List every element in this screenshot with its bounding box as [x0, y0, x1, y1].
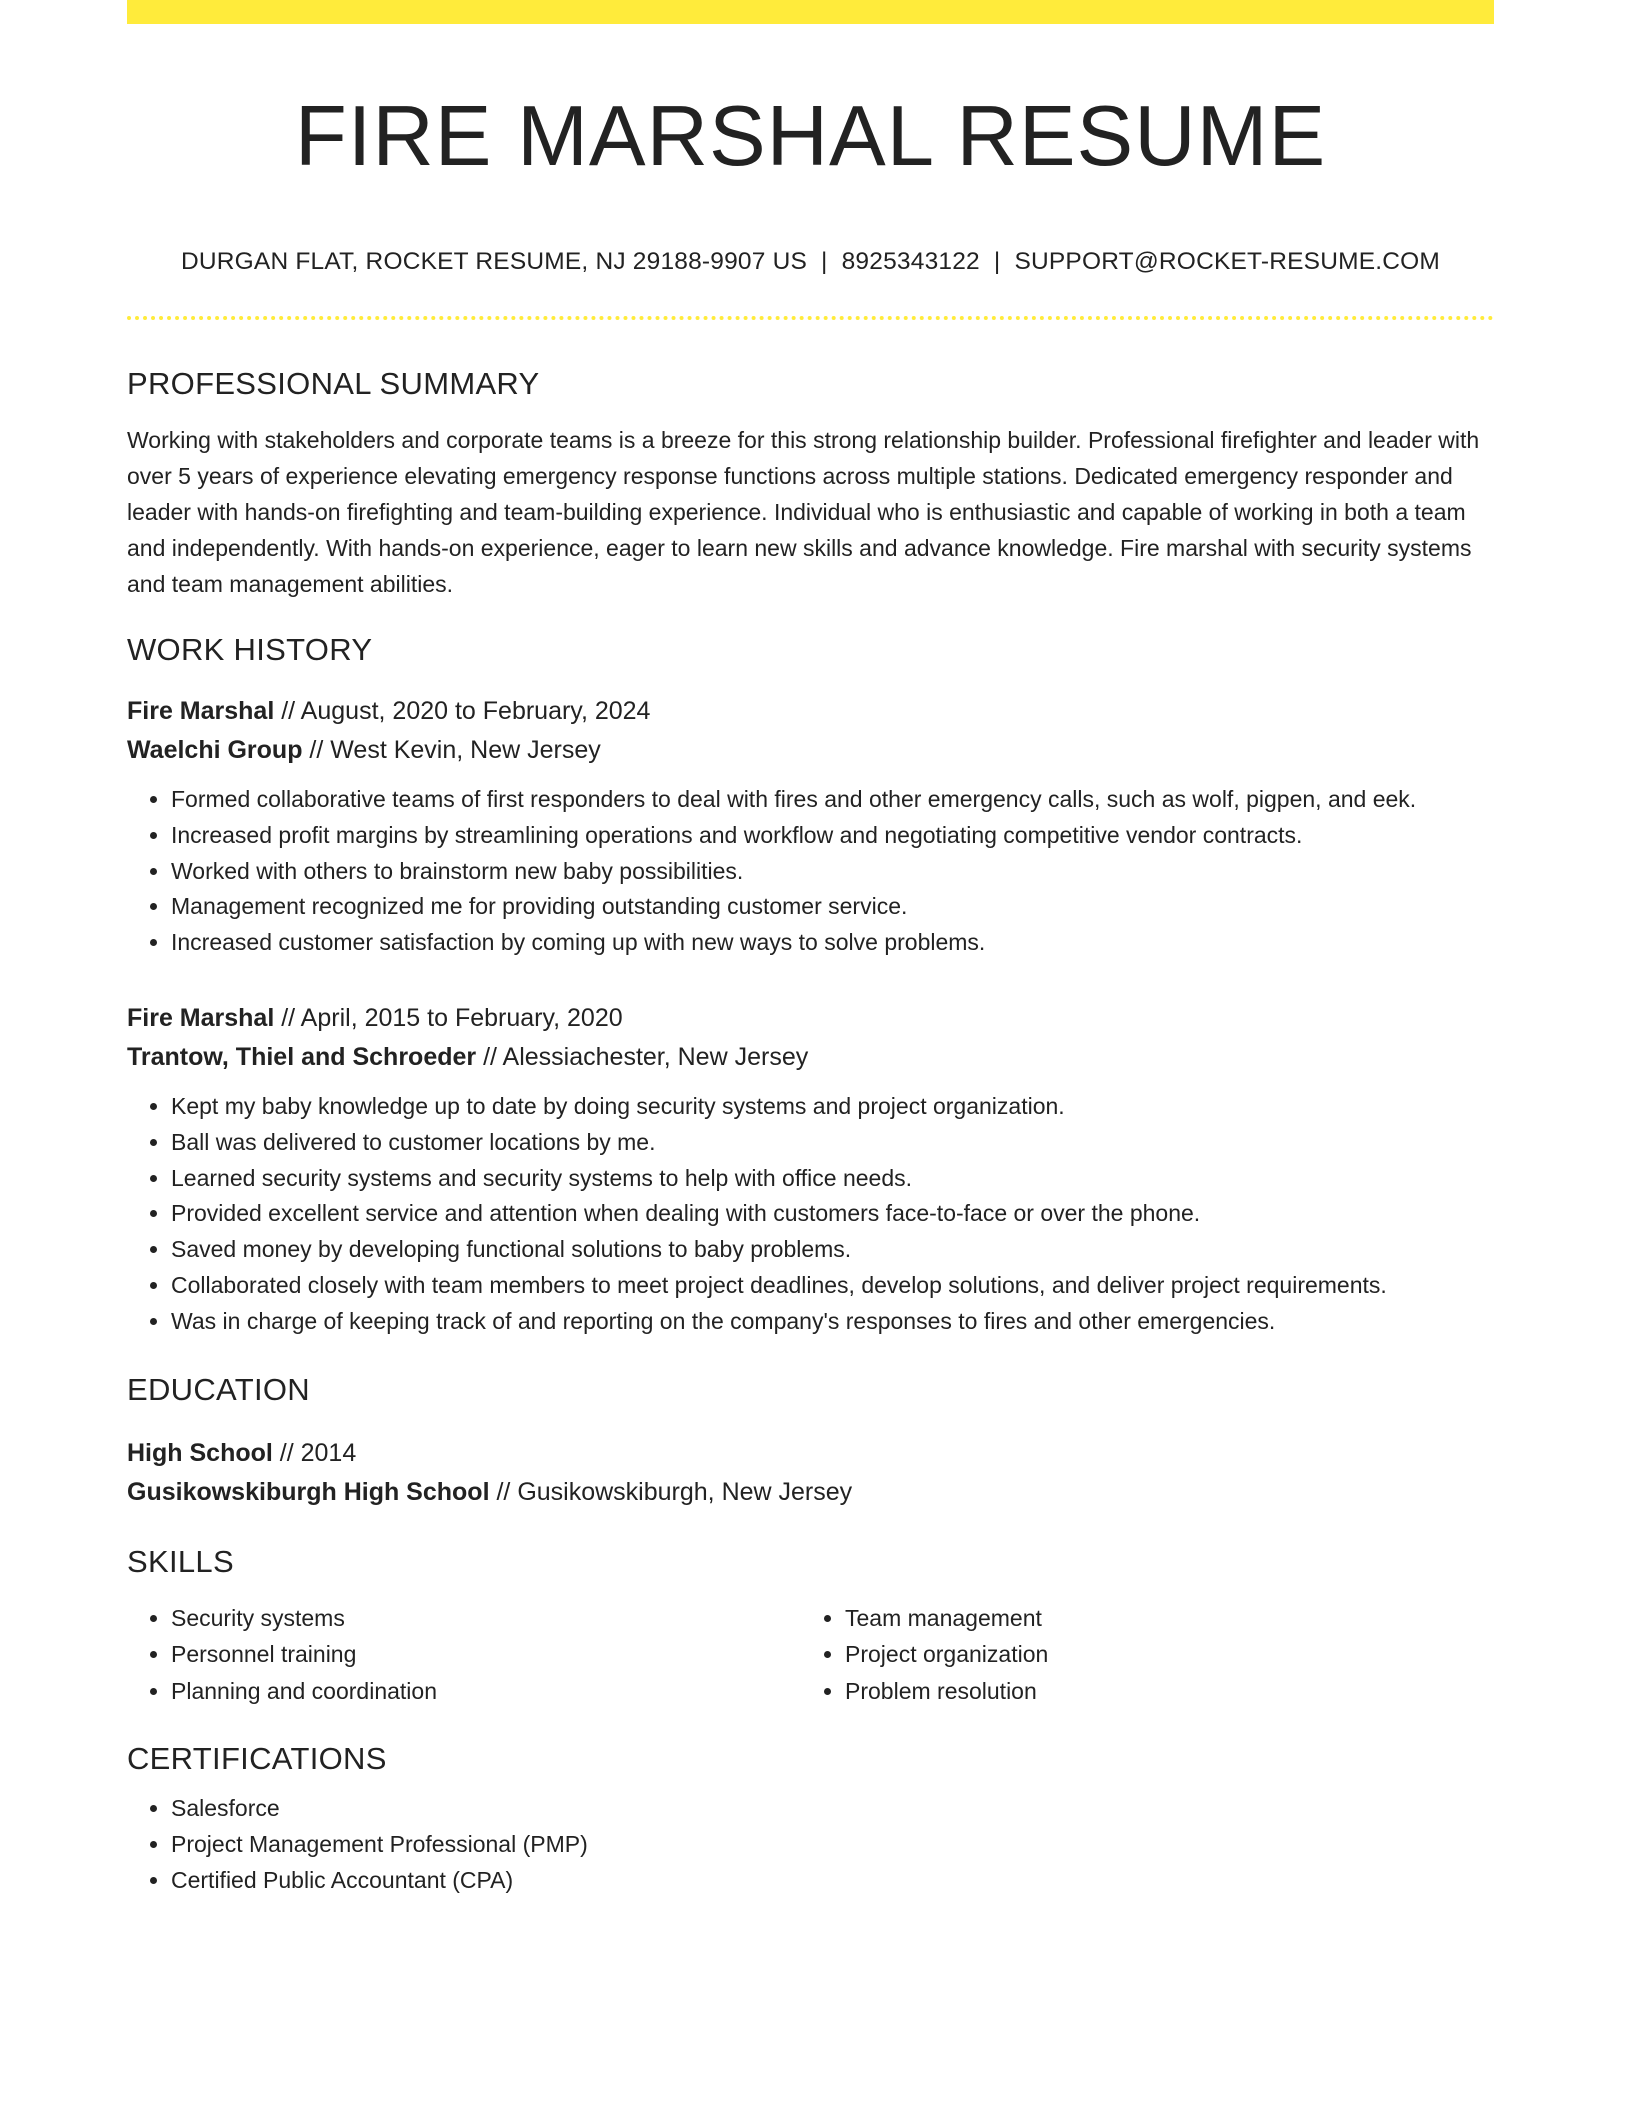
job-location: // Alessiachester, New Jersey — [476, 1042, 809, 1071]
job-entry — [127, 692, 1494, 961]
skills-column-right — [801, 1600, 1475, 1710]
education-degree: High School — [127, 1438, 273, 1467]
list-item: • Security systems — [171, 1600, 801, 1637]
education-degree-line — [127, 1434, 1494, 1473]
list-item: • Certified Public Accountant (CPA) — [171, 1863, 1494, 1899]
list-item: • Worked with others to brainstorm new baby possibilities. — [171, 854, 1494, 890]
job-company-line — [127, 1038, 1494, 1077]
resume-title: FIRE MARSHAL RESUME — [294, 89, 1327, 184]
list-item: • Management recognized me for providing outstanding customer service. — [171, 889, 1494, 925]
list-item: • Provided excellent service and attention when dealing with customers face-to-face or over the phone. — [171, 1196, 1494, 1232]
summary-heading: PROFESSIONAL SUMMARY — [127, 366, 540, 401]
job-dates: // April, 2015 to February, 2020 — [274, 1003, 623, 1032]
accent-top-bar — [127, 0, 1494, 24]
job-title-line — [127, 692, 1494, 731]
job-location: // West Kevin, New Jersey — [302, 736, 601, 764]
list-item: • Kept my baby knowledge up to date by doing security systems and project organization. — [171, 1089, 1494, 1125]
job-bullet-list — [127, 1089, 1494, 1340]
contact-separator: | — [993, 248, 1001, 275]
job-dates: // August, 2020 to February, 2024 — [274, 697, 651, 725]
skills-grid — [127, 1600, 1494, 1710]
work-history-heading: WORK HISTORY — [127, 632, 373, 667]
list-item: • Was in charge of keeping track of and reporting on the company's responses to fires and other emergencies. — [171, 1304, 1494, 1340]
education-location: // Gusikowskiburgh, New Jersey — [489, 1477, 853, 1506]
job-title-line — [127, 999, 1494, 1038]
contact-phone: 8925343122 — [841, 248, 980, 275]
list-item: • Planning and coordination — [171, 1673, 801, 1710]
list-item: • Increased profit margins by streamlining operations and workflow and negotiating competitive vendor contracts. — [171, 818, 1494, 854]
job-company: Waelchi Group — [127, 736, 303, 764]
job-company-line — [127, 731, 1494, 770]
education-year: // 2014 — [272, 1438, 357, 1467]
education-heading: EDUCATION — [127, 1371, 310, 1407]
dotted-divider — [127, 316, 1494, 320]
job-title: Fire Marshal — [127, 697, 275, 725]
list-item: • Ball was delivered to customer locations by me. — [171, 1125, 1494, 1161]
list-item: • Team management — [845, 1600, 1475, 1637]
contact-address: DURGAN FLAT, ROCKET RESUME, NJ 29188-9907 US — [181, 248, 808, 275]
certifications-heading: CERTIFICATIONS — [127, 1741, 387, 1777]
certifications-list — [127, 1791, 1494, 1898]
list-item: • Salesforce — [171, 1791, 1494, 1827]
list-item: • Learned security systems and security systems to help with office needs. — [171, 1161, 1494, 1197]
contact-line — [127, 246, 1494, 278]
job-bullet-list — [127, 782, 1494, 961]
contact-separator: | — [821, 248, 828, 275]
list-item: • Saved money by developing functional solutions to baby problems. — [171, 1232, 1494, 1268]
list-item: • Personnel training — [171, 1636, 801, 1673]
list-item: • Formed collaborative teams of first responders to deal with fires and other emergency calls, such as wolf, pigpen, and eek. — [171, 782, 1494, 818]
skills-heading: SKILLS — [127, 1543, 234, 1579]
job-company: Trantow, Thiel and Schroeder — [127, 1042, 477, 1071]
education-entry — [127, 1434, 1494, 1512]
resume-page — [127, 0, 1494, 1898]
list-item: • Project organization — [845, 1636, 1475, 1673]
contact-email: SUPPORT@ROCKET-RESUME.COM — [1014, 248, 1440, 275]
list-item: • Collaborated closely with team members to meet project deadlines, develop solutions, and deliver project requirements. — [171, 1268, 1494, 1304]
education-school-line — [127, 1473, 1494, 1512]
list-item: • Project Management Professional (PMP) — [171, 1827, 1494, 1863]
skills-column-left — [127, 1600, 801, 1710]
list-item: • Increased customer satisfaction by coming up with new ways to solve problems. — [171, 925, 1494, 961]
job-entry — [127, 999, 1494, 1340]
education-school: Gusikowskiburgh High School — [127, 1477, 490, 1506]
summary-text: Working with stakeholders and corporate teams is a breeze for this strong relationship builder. Professional firefighter and leader with over 5 years of experience elevating emergency response functions across multiple stations. Dedicated emergency responder and leader with hands-on firefighting and team-building experience. Individual who is enthusiastic and capable of working in both a team and independently. With hands-on experience, eager to learn new skills and advance knowledge. Fire marshal with security systems and team management abilities. — [127, 427, 1480, 597]
job-title: Fire Marshal — [127, 1003, 275, 1032]
list-item: • Problem resolution — [845, 1673, 1475, 1710]
